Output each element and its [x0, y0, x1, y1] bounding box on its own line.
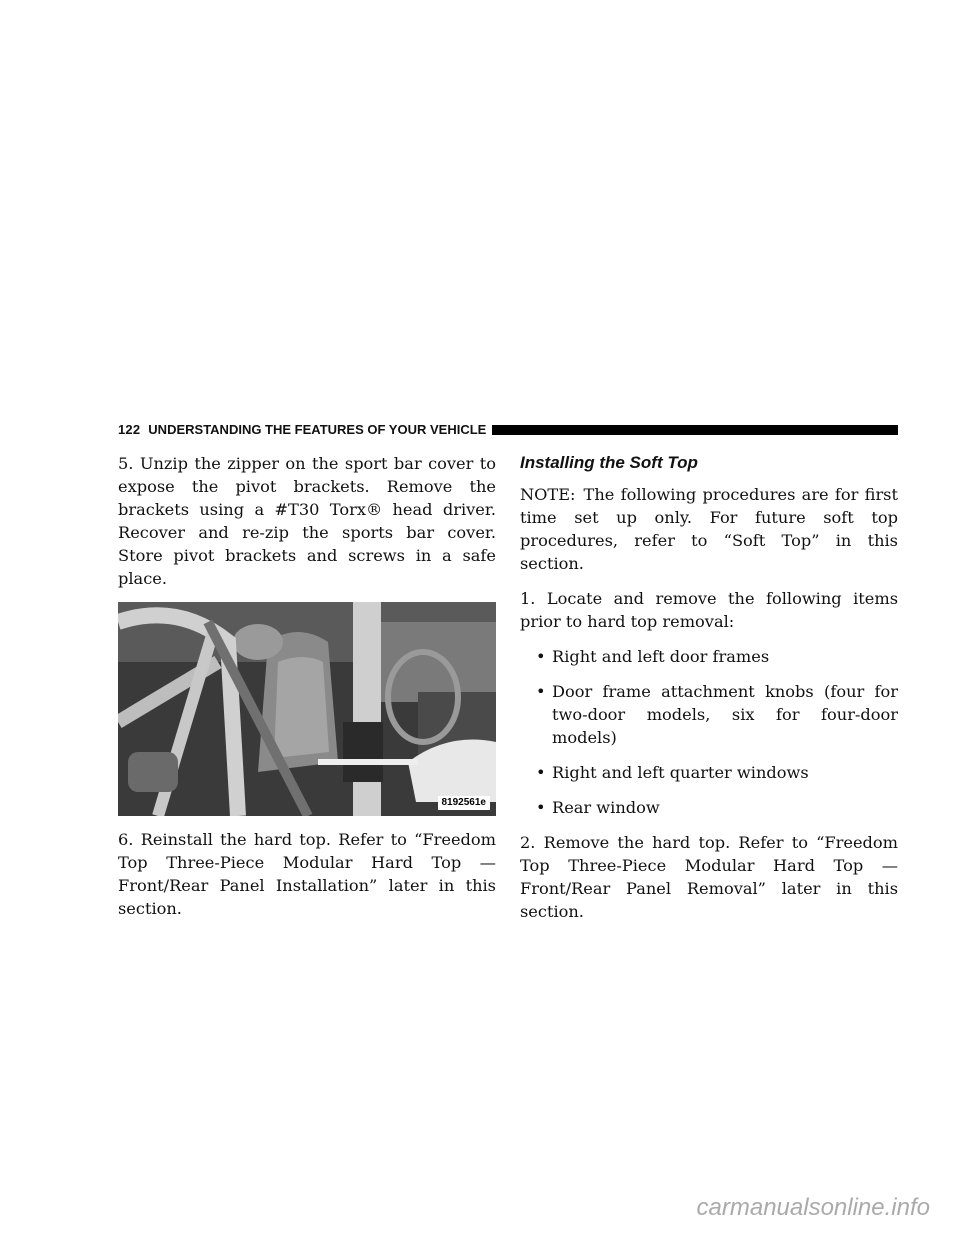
note-label: NOTE: — [520, 485, 576, 504]
items-list — [520, 645, 898, 819]
note-text: The following procedures are for first time set up only. For future soft top procedures, refer to “Soft Top” in this section. — [520, 485, 898, 573]
list-item: • Door frame attachment knobs (four for two-door models, six for four-door models) — [536, 682, 898, 747]
section-heading: Installing the Soft Top — [520, 453, 698, 472]
left-column — [118, 452, 496, 932]
page-header — [118, 418, 898, 440]
photo-illustration — [118, 602, 496, 816]
step-2-text: 2. Remove the hard top. Refer to “Freedom Top Three-Piece Modular Hard Top — Front/Rear Panel Removal” later in this section. — [520, 833, 898, 921]
right-column — [520, 452, 898, 935]
page-number: 122 — [118, 421, 141, 437]
watermark: carmanualsonline.info — [696, 1194, 930, 1221]
chapter-title: UNDERSTANDING THE FEATURES OF YOUR VEHICLE — [148, 421, 487, 437]
header-rule — [492, 425, 898, 435]
list-item: • Right and left door frames — [536, 647, 770, 666]
bullet-icon: • — [536, 763, 546, 782]
list-item: • Right and left quarter windows — [536, 763, 809, 782]
sport-bar-pivot-bracket-photo — [118, 602, 496, 816]
step-1-text: 1. Locate and remove the following items prior to hard top removal: — [520, 589, 898, 631]
bullet-icon: • — [536, 682, 546, 701]
step-5-text: 5. Unzip the zipper on the sport bar cover to expose the pivot brackets. Remove the brackets using a #T30 Torx® head driver. Recover and re-zip the sports bar cover. Store pivot brackets and screws in a safe place. — [118, 454, 496, 588]
note-paragraph — [520, 483, 898, 575]
figure-code: 8192561e — [438, 796, 491, 810]
list-item: • Rear window — [536, 798, 660, 817]
bullet-icon: • — [536, 647, 546, 666]
bullet-icon: • — [536, 798, 546, 817]
step-6-text: 6. Reinstall the hard top. Refer to “Freedom Top Three-Piece Modular Hard Top — Front/Rear Panel Installation” later in this section. — [118, 830, 496, 918]
